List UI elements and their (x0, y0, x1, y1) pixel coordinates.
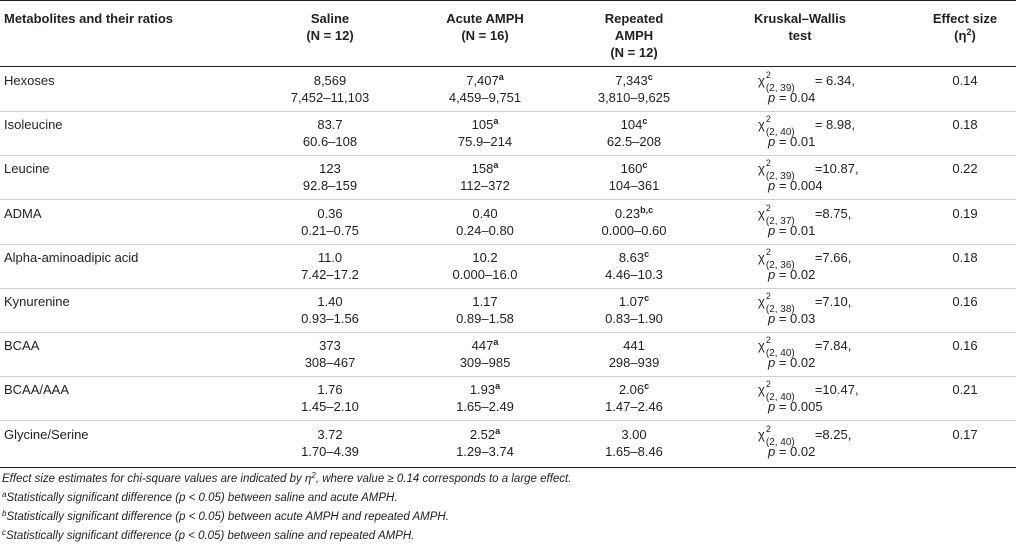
p-value: p = 0.02 (768, 266, 816, 282)
chi-symbol: χ (758, 205, 765, 221)
footnote-effect-text: Effect size estimates for chi-square values are indicated by η (2, 473, 312, 485)
footnote-a-text: Statistically significant difference (p < 0.05) between saline and acute AMPH. (6, 492, 398, 504)
repeated-sig-marker: c (642, 116, 648, 127)
saline-range: 0.93–1.56 (301, 311, 359, 326)
repeated-range: 3,810–9,625 (597, 90, 671, 105)
chi-value: = 6.34, (814, 73, 855, 88)
header-rule (0, 66, 1016, 67)
repeated-median: 3.00 (621, 426, 647, 442)
repeated-median: 1.07 (618, 294, 645, 309)
chi-square-statistic (758, 423, 852, 448)
repeated-median-cell (584, 205, 684, 222)
footnote-effect-size (2, 472, 571, 487)
chi-square-statistic (758, 291, 852, 315)
acute-range: 0.89–1.58 (456, 311, 514, 326)
chi-superscript: 2 (765, 158, 771, 169)
effect-size: 0.18 (952, 117, 978, 133)
effect-size: 0.17 (952, 426, 978, 442)
chi-degrees: (2, 40) (765, 348, 795, 360)
acute-median: 1.17 (472, 294, 498, 309)
row-divider (0, 376, 1016, 377)
chi-degrees: (2, 39) (765, 171, 795, 183)
repeated-range: 104–361 (608, 178, 660, 194)
repeated-sig-marker: c (647, 72, 653, 82)
acute-sig-marker: a (495, 381, 501, 392)
metabolite-name: Alpha-aminoadipic acid (4, 249, 139, 265)
header-repeated-2: AMPH (614, 28, 654, 43)
acute-sig-marker: a (498, 72, 504, 82)
acute-median: 158 (471, 161, 494, 177)
saline-median: 83.7 (317, 117, 343, 133)
repeated-range: 0.83–1.90 (605, 311, 663, 326)
chi-symbol: χ (758, 294, 765, 309)
chi-indices (765, 114, 815, 139)
repeated-range: 0.000–0.60 (601, 222, 667, 238)
metabolite-name: Kynurenine (4, 294, 70, 309)
saline-median: 11.0 (317, 249, 343, 265)
chi-indices (765, 202, 815, 227)
repeated-median-cell (584, 72, 684, 89)
chi-square-statistic (758, 114, 855, 139)
chi-symbol: χ (758, 117, 765, 133)
repeated-median: 2.06 (618, 382, 645, 398)
header-saline: Saline (310, 11, 350, 26)
repeated-range: 298–939 (608, 355, 660, 371)
row-divider (0, 155, 1016, 156)
acute-range: 309–985 (459, 355, 511, 371)
chi-indices (765, 423, 815, 448)
chi-symbol: χ (758, 73, 765, 88)
chi-degrees: (2, 40) (765, 436, 795, 448)
chi-indices (765, 246, 815, 271)
saline-range: 7,452–11,103 (290, 90, 370, 105)
repeated-sig-marker: b,c (640, 204, 654, 215)
acute-range: 0.24–0.80 (456, 222, 514, 238)
saline-median: 1.76 (317, 382, 343, 398)
chi-square-statistic (758, 70, 855, 94)
acute-median-cell (425, 249, 545, 266)
saline-median: 0.36 (317, 205, 343, 221)
acute-range: 1.65–2.49 (456, 399, 514, 415)
chi-value: =7.10, (814, 294, 852, 309)
saline-range: 0.21–0.75 (301, 222, 359, 238)
acute-range: 4,459–9,751 (448, 90, 522, 105)
footnote-b-sup: b (2, 509, 7, 518)
effect-size: 0.14 (952, 73, 978, 88)
header-metabolites: Metabolites and their ratios (4, 11, 174, 26)
chi-indices (765, 158, 815, 183)
footnote-a-sup: a (2, 490, 7, 499)
header-acute-n: (N = 16) (461, 28, 509, 43)
header-effect-sup: 2 (966, 27, 972, 37)
effect-size: 0.19 (952, 205, 978, 221)
row-divider (0, 288, 1016, 289)
acute-median-cell (425, 72, 545, 89)
repeated-sig-marker: c (644, 293, 650, 303)
row-divider (0, 111, 1016, 112)
acute-median-cell (425, 160, 545, 177)
acute-range: 112–372 (460, 178, 510, 194)
acute-median-cell (425, 293, 545, 310)
repeated-range: 1.47–2.46 (605, 399, 663, 415)
chi-square-statistic (758, 202, 852, 227)
header-kruskal-2: test (788, 28, 812, 43)
effect-size: 0.22 (952, 161, 978, 177)
footnote-c-text: Statistically significant difference (p < 0.05) between saline and repeated AMPH. (6, 530, 415, 542)
acute-median-cell (425, 337, 545, 354)
chi-value: =10.47, (814, 382, 859, 398)
acute-sig-marker: a (493, 116, 499, 127)
repeated-median: 0.23 (614, 205, 641, 221)
chi-value: = 8.98, (814, 117, 855, 133)
repeated-sig-marker: c (642, 160, 648, 171)
repeated-median-cell (584, 160, 684, 177)
chi-value: =8.25, (814, 426, 852, 442)
acute-sig-marker: a (493, 160, 499, 171)
header-repeated: Repeated (604, 11, 664, 26)
chi-degrees: (2, 36) (765, 259, 795, 271)
chi-superscript: 2 (765, 70, 771, 80)
chi-degrees: (2, 40) (765, 392, 795, 404)
chi-degrees: (2, 39) (765, 83, 795, 94)
repeated-median: 104 (620, 117, 643, 133)
saline-range: 60.6–108 (302, 134, 358, 150)
footnote-effect-tail: , where value ≥ 0.14 corresponds to a large effect. (315, 473, 572, 485)
p-value: p = 0.04 (768, 90, 816, 105)
chi-symbol: χ (758, 426, 765, 442)
chi-symbol: χ (758, 249, 765, 265)
header-repeated-n: (N = 12) (610, 45, 658, 60)
chi-square-statistic (758, 158, 859, 183)
footnote-b-text: Statistically significant difference (p < 0.05) between acute AMPH and repeated AMPH. (6, 511, 449, 523)
p-value: p = 0.02 (768, 443, 816, 459)
saline-median: 3.72 (317, 426, 343, 442)
header-effect-eta: (η (954, 28, 967, 43)
acute-median: 447 (471, 338, 494, 354)
chi-superscript: 2 (765, 379, 771, 390)
row-divider (0, 199, 1016, 200)
chi-symbol: χ (758, 161, 765, 177)
p-value: p = 0.03 (768, 311, 816, 326)
chi-degrees: (2, 40) (765, 127, 795, 139)
metabolite-name: ADMA (4, 205, 42, 221)
chi-superscript: 2 (765, 291, 771, 301)
footnote-b (2, 510, 449, 525)
header-effect-close: ) (971, 28, 976, 43)
p-value: p = 0.004 (768, 178, 823, 194)
repeated-range: 1.65–8.46 (605, 443, 663, 459)
metabolite-name: Glycine/Serine (4, 426, 89, 442)
repeated-sig-marker: c (644, 381, 650, 392)
acute-median-cell (425, 426, 545, 443)
acute-sig-marker: a (493, 337, 499, 348)
header-kruskal: Kruskal–Wallis (753, 11, 846, 26)
repeated-range: 62.5–208 (606, 134, 662, 150)
repeated-range: 4.46–10.3 (605, 266, 663, 282)
footnote-a (2, 491, 398, 506)
chi-degrees: (2, 37) (765, 215, 795, 227)
repeated-median: 160 (620, 161, 643, 177)
acute-median: 10.2 (472, 249, 498, 265)
effect-size: 0.18 (952, 249, 978, 265)
metabolite-name: BCAA/AAA (4, 382, 70, 398)
table-bottom-rule (0, 467, 1016, 468)
row-divider (0, 244, 1016, 245)
chi-superscript: 2 (765, 246, 771, 257)
repeated-median-cell (584, 426, 684, 443)
header-effect-2 (920, 27, 1010, 44)
saline-range: 1.45–2.10 (301, 399, 359, 415)
chi-symbol: χ (758, 338, 765, 354)
chi-indices (765, 291, 815, 315)
row-divider (0, 420, 1016, 421)
chi-square-statistic (758, 379, 859, 404)
chi-value: =8.75, (814, 205, 852, 221)
acute-median: 1.93 (469, 382, 496, 398)
acute-median: 7,407 (466, 73, 499, 88)
acute-median: 0.40 (472, 205, 498, 221)
chi-superscript: 2 (765, 335, 771, 346)
saline-range: 92.8–159 (302, 178, 358, 194)
chi-superscript: 2 (765, 423, 771, 434)
repeated-median: 7,343 (615, 73, 648, 88)
saline-range: 308–467 (304, 355, 356, 371)
saline-range: 7.42–17.2 (301, 266, 359, 282)
repeated-median-cell (584, 337, 684, 354)
p-value: p = 0.01 (768, 134, 816, 150)
acute-median-cell (425, 116, 545, 133)
acute-range: 0.000–16.0 (452, 266, 518, 282)
repeated-median-cell (584, 381, 684, 398)
table-top-rule (0, 0, 1016, 1)
acute-median-cell (425, 381, 545, 398)
chi-superscript: 2 (765, 202, 771, 213)
effect-size: 0.16 (952, 338, 978, 354)
metabolite-name: Leucine (4, 161, 50, 177)
metabolite-name: BCAA (4, 338, 40, 354)
p-value: p = 0.01 (768, 222, 816, 238)
header-effect: Effect size (932, 11, 998, 26)
repeated-median-cell (584, 293, 684, 310)
chi-value: =7.66, (814, 249, 852, 265)
acute-median-cell (425, 205, 545, 222)
chi-value: =10.87, (814, 161, 859, 177)
acute-sig-marker: a (495, 425, 501, 436)
chi-value: =7.84, (814, 338, 852, 354)
effect-size: 0.16 (952, 294, 978, 309)
saline-median: 1.40 (317, 294, 343, 309)
chi-indices (765, 335, 815, 360)
acute-range: 75.9–214 (457, 134, 513, 150)
chi-square-statistic (758, 246, 852, 271)
effect-size: 0.21 (952, 382, 978, 398)
header-saline-n: (N = 12) (306, 28, 354, 43)
metabolite-name: Isoleucine (4, 117, 63, 133)
p-value: p = 0.02 (768, 355, 816, 371)
repeated-median: 8.63 (618, 249, 645, 265)
header-acute: Acute AMPH (446, 11, 524, 26)
saline-median: 373 (319, 338, 341, 354)
row-divider (0, 332, 1016, 333)
acute-median: 2.52 (469, 426, 496, 442)
saline-median: 123 (319, 161, 341, 177)
chi-indices (765, 379, 815, 404)
metabolite-name: Hexoses (4, 73, 55, 88)
chi-superscript: 2 (765, 114, 771, 125)
chi-symbol: χ (758, 382, 765, 398)
p-value: p = 0.005 (768, 399, 823, 415)
chi-indices (765, 70, 815, 94)
repeated-median-cell (584, 249, 684, 266)
acute-median: 105 (471, 117, 494, 133)
repeated-sig-marker: c (644, 248, 650, 259)
repeated-median-cell (584, 116, 684, 133)
saline-range: 1.70–4.39 (301, 443, 359, 459)
footnote-c (2, 529, 414, 544)
repeated-median: 441 (623, 338, 645, 354)
footnote-effect-sup: 2 (311, 471, 316, 480)
chi-square-statistic (758, 335, 852, 360)
chi-degrees: (2, 38) (765, 304, 795, 315)
acute-range: 1.29–3.74 (456, 443, 514, 459)
saline-median: 8,569 (313, 73, 347, 88)
footnote-c-sup: c (2, 528, 6, 537)
